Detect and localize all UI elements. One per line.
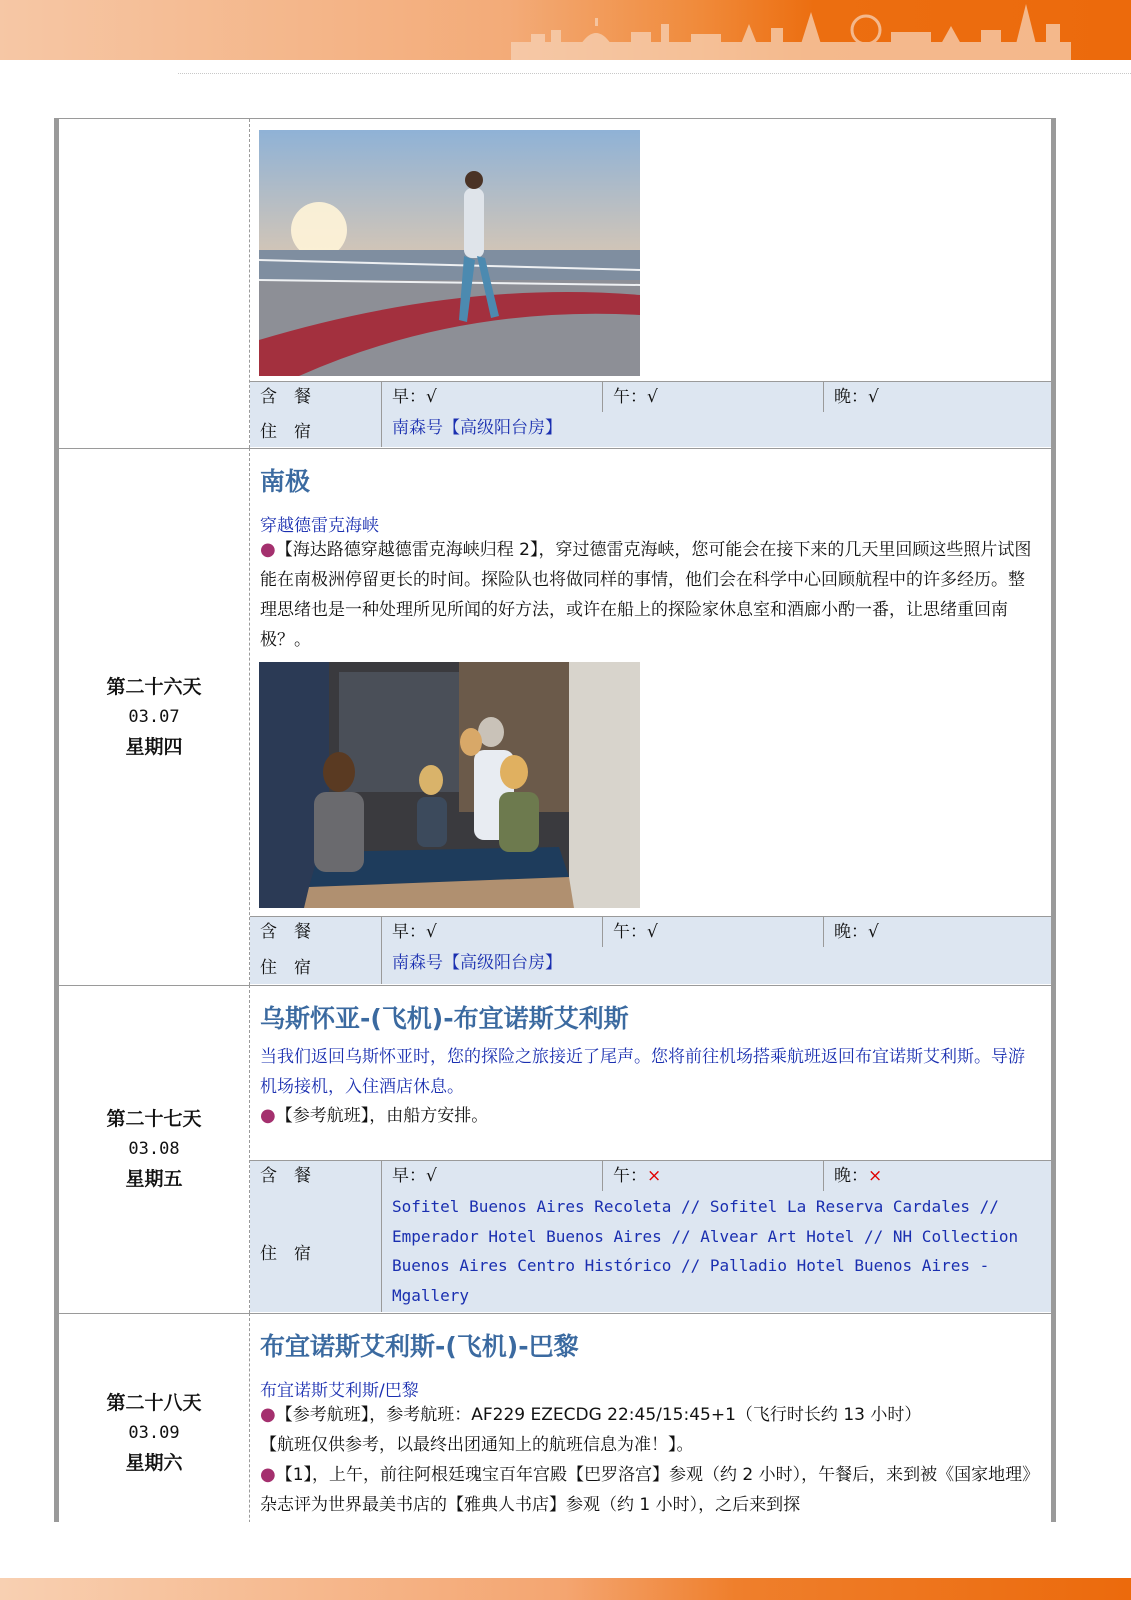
breakfast-value: 早：√ — [392, 1166, 437, 1186]
lodging-label: 住 宿 — [260, 1244, 311, 1264]
lunch-value: 午：× — [613, 1166, 662, 1186]
day-title: 乌斯怀亚-(飞机)-布宜诺斯艾利斯 — [260, 1004, 629, 1033]
day-cell — [59, 119, 250, 448]
day-number: 第二十七天 — [106, 1108, 202, 1130]
meals-row — [250, 916, 1051, 948]
bullet-icon: ● — [260, 1105, 276, 1126]
day-description — [260, 1101, 1041, 1131]
breakfast-value: 早：√ — [392, 387, 437, 407]
day-title: 南极 — [260, 467, 311, 496]
lodging-value: 南森号【高级阳台房】 — [392, 953, 562, 973]
bullet-icon: ● — [260, 539, 276, 560]
header-banner — [0, 0, 1131, 60]
day-cell — [59, 448, 250, 985]
lodging-value: Sofitel Buenos Aires Recoleta // Sofitel La Reserva Cardales // Emperador Hotel Buenos Aires // Alvear Art Hotel // NH Collection Buenos Aires Centro Histórico // Palladio Hotel Buenos Aires - Mgallery — [392, 1197, 1019, 1305]
day-flight — [260, 1400, 1041, 1430]
day-weekday: 星期五 — [125, 1168, 183, 1190]
dinner-value: 晚：√ — [834, 387, 879, 407]
day-note: 【航班仅供参考，以最终出团通知上的航班信息为准！】。 — [260, 1435, 694, 1455]
day-row-27 — [59, 985, 1051, 1314]
footer-banner — [0, 1578, 1131, 1600]
day-content — [250, 119, 1051, 448]
city-skyline-icon — [511, 4, 1071, 60]
day-row-28 — [59, 1313, 1051, 1522]
day-cell — [59, 985, 250, 1313]
day-row-26 — [59, 448, 1051, 986]
bullet-icon: ● — [260, 1464, 276, 1485]
dinner-value: 晚：× — [834, 1166, 883, 1186]
day-weekday: 星期四 — [125, 735, 183, 758]
day-title: 布宜诺斯艾利斯-(飞机)-巴黎 — [260, 1332, 579, 1361]
meals-label: 含 餐 — [260, 922, 311, 942]
header-rule — [178, 73, 1131, 74]
day-weekday: 星期六 — [125, 1452, 183, 1474]
day-row-continued — [59, 119, 1051, 449]
lodging-label: 住 宿 — [260, 422, 311, 442]
meals-label: 含 餐 — [260, 387, 311, 407]
cross-icon: × — [868, 1166, 883, 1186]
day-date: 03.09 — [128, 1423, 180, 1443]
day-description — [260, 535, 1041, 655]
description-text: 【参考航班】，由船方安排。 — [275, 1106, 489, 1126]
flight-text: 【参考航班】，参考航班：AF229 EZECDG 22:45/15:45+1（飞行时长约 13 小时） — [275, 1405, 922, 1425]
lodging-row — [250, 1191, 1051, 1312]
description-text: 【海达路德穿越德雷克海峡归程 2】，穿过德雷克海峡，您可能会在接下来的几天里回顾这些照片试图能在南极洲停留更长的时间。探险队也将做同样的事情，他们会在科学中心回顾航程中的许多经历。整理思绪也是一种处理所见所闻的好方法，或许在船上的探险家休息室和酒廊小酌一番，让思绪重回南极？。 — [260, 540, 1032, 650]
day-date: 03.08 — [128, 1139, 180, 1159]
day-intro: 当我们返回乌斯怀亚时，您的探险之旅接近了尾声。您将前往机场搭乘航班返回布宜诺斯艾利斯。导游机场接机，入住酒店休息。 — [260, 1047, 1025, 1097]
day-content — [250, 448, 1051, 985]
lunch-value: 午：√ — [613, 387, 658, 407]
day-date: 03.07 — [128, 706, 180, 727]
lodging-value: 南森号【高级阳台房】 — [392, 418, 562, 438]
explorer-lounge-photo — [259, 662, 640, 908]
breakfast-value: 早：√ — [392, 922, 437, 942]
lodging-label: 住 宿 — [260, 958, 311, 978]
day-content — [250, 1313, 1051, 1522]
day-cell — [59, 1313, 250, 1522]
day-content — [250, 985, 1051, 1313]
day-description — [260, 1460, 1041, 1520]
itinerary-table — [54, 118, 1056, 1522]
meals-row — [250, 381, 1051, 413]
meals-label: 含 餐 — [260, 1166, 311, 1186]
cross-icon: × — [647, 1166, 662, 1186]
day-subtitle: 穿越德雷克海峡 — [260, 516, 379, 536]
day-subtitle: 布宜诺斯艾利斯/巴黎 — [260, 1381, 419, 1401]
day-number: 第二十八天 — [106, 1392, 202, 1414]
lodging-row — [250, 947, 1051, 984]
day-number: 第二十六天 — [106, 675, 202, 698]
lunch-value: 午：√ — [613, 922, 658, 942]
lodging-row — [250, 412, 1051, 447]
bullet-icon: ● — [260, 1404, 276, 1425]
meals-row — [250, 1160, 1051, 1192]
description-text: 【1】，上午，前往阿根廷瑰宝百年宫殿【巴罗洛宫】参观（约 2 小时），午餐后，来到被《国家地理》杂志评为世界最美书店的【雅典人书店】参观（约 1 小时），之后来到探 — [260, 1465, 1040, 1515]
dinner-value: 晚：√ — [834, 922, 879, 942]
deck-jogging-photo — [259, 130, 640, 376]
